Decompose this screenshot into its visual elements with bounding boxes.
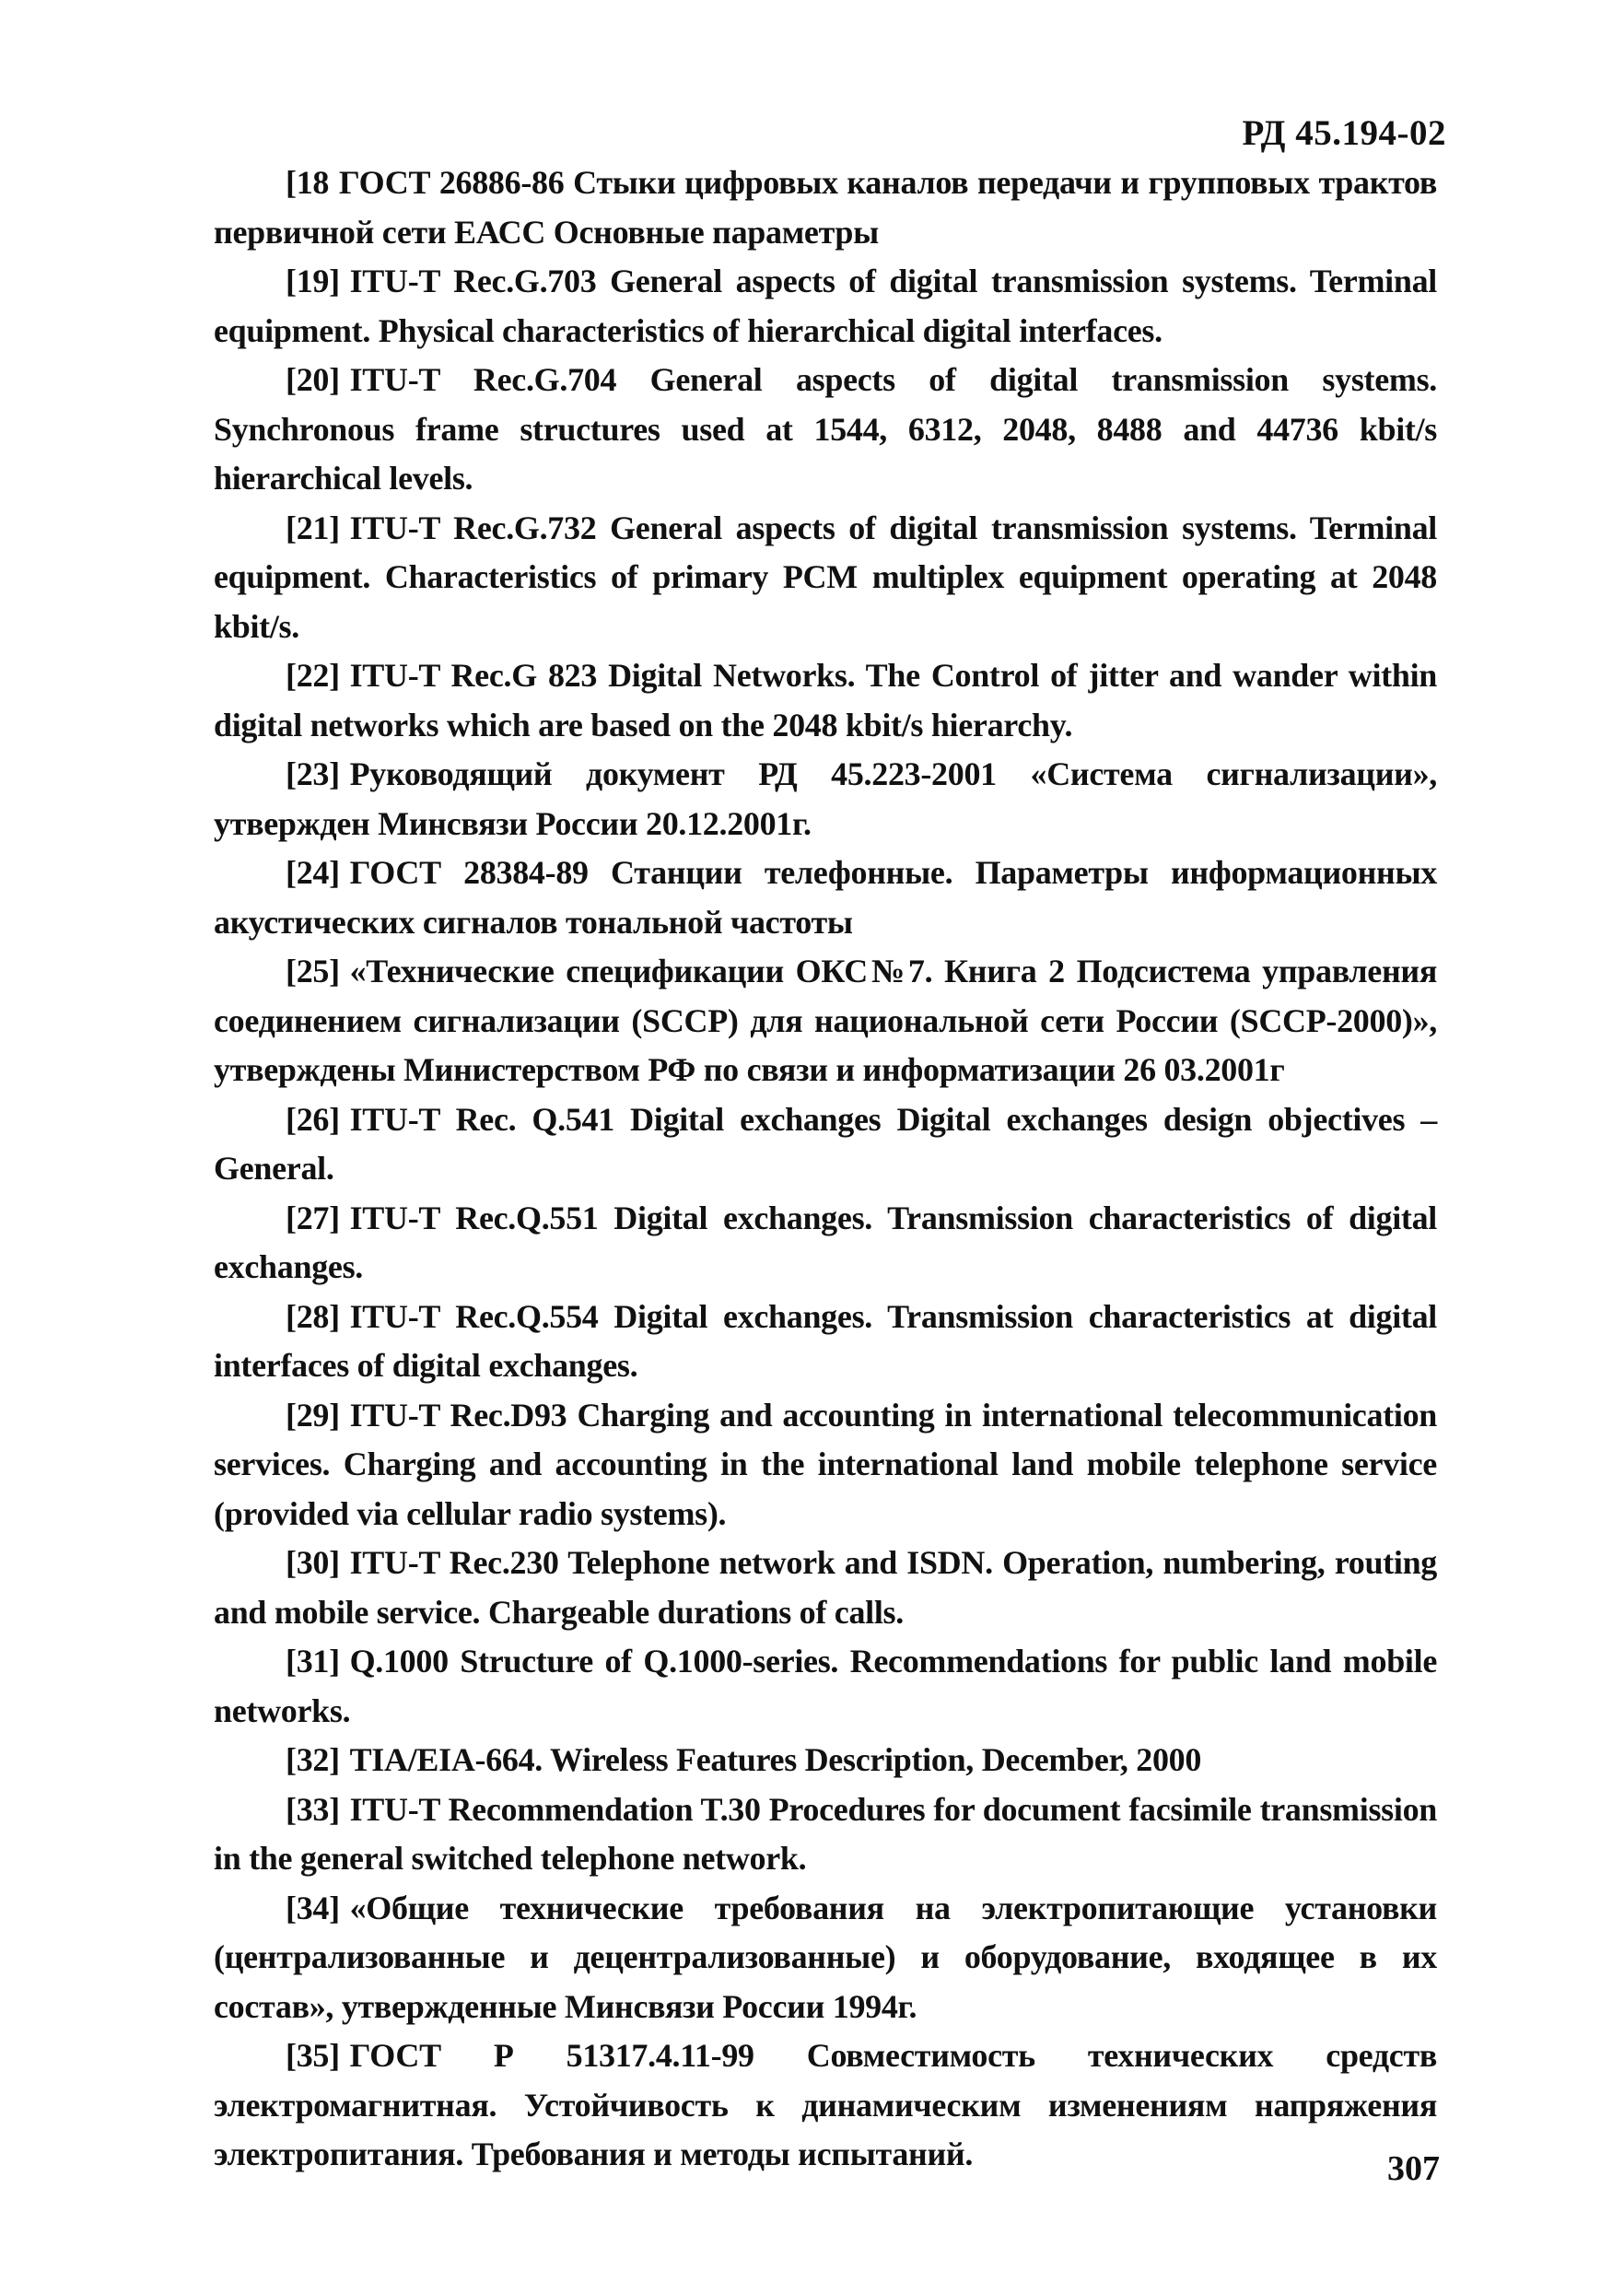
- reference-list: [214, 158, 1437, 2180]
- reference-text: ITU-T Rec.D93 Charging and accounting in international telecommunication services. Charging and accounting in the international land mobile telephone service (provided via cellular radio systems).: [214, 1396, 1437, 1532]
- reference-number: [32]: [286, 1741, 340, 1778]
- reference-item: [214, 1736, 1437, 1785]
- reference-number: [20]: [286, 361, 340, 398]
- reference-text: ITU-T Rec.Q.554 Digital exchanges. Transmission characteristics at digital interfaces of digital exchanges.: [214, 1297, 1437, 1384]
- reference-text: ГОСТ 28384-89 Станции телефонные. Параметры информационных акустических сигналов тональной частоты: [214, 854, 1437, 941]
- reference-text: ITU-T Rec.Q.551 Digital exchanges. Transmission characteristics of digital exchanges.: [214, 1199, 1437, 1285]
- reference-number: [19]: [286, 263, 340, 299]
- reference-text: ITU-T Rec.G 823 Digital Networks. The Control of jitter and wander within digital networks which are based on the 2048 kbit/s hierarchy.: [214, 657, 1437, 743]
- reference-text: ГОСТ 26886-86 Стыки цифровых каналов передачи и групповых трактов первичной сети ЕАСС Основные параметры: [214, 164, 1437, 251]
- reference-number: [25]: [286, 953, 340, 989]
- reference-text: ITU-T Rec. Q.541 Digital exchanges Digital exchanges design objectives – General.: [214, 1100, 1437, 1187]
- reference-item: [214, 158, 1437, 257]
- reference-number: [24]: [286, 854, 340, 891]
- reference-number: [28]: [286, 1297, 340, 1335]
- reference-item: [214, 2031, 1437, 2180]
- reference-item: [214, 1194, 1437, 1293]
- reference-item: [214, 1785, 1437, 1884]
- reference-item: [214, 651, 1437, 750]
- reference-item: [214, 1637, 1437, 1736]
- reference-item: [214, 1095, 1437, 1194]
- reference-item: [214, 1293, 1437, 1391]
- reference-text: «Общие технические требования на электропитающие установки (централизованные и децентрализованные) и оборудование, входящее в их состав», утвержденные Минсвязи России 1994г.: [214, 1889, 1437, 2025]
- reference-number: [26]: [286, 1100, 340, 1138]
- reference-item: [214, 947, 1437, 1095]
- reference-item: [214, 257, 1437, 356]
- reference-number: [29]: [286, 1396, 340, 1434]
- reference-text: «Технические спецификации ОКС№7. Книга 2 Подсистема управления соединением сигнализации (SCCP) для национальной сети России (SCCP-2000)», утверждены Министерством РФ по связи и информатизации 26 03.2001г: [214, 953, 1437, 1088]
- reference-text: TIA/EIA-664. Wireless Features Description, December, 2000: [349, 1741, 1202, 1778]
- reference-item: [214, 849, 1437, 947]
- reference-item: [214, 356, 1437, 504]
- reference-text: ITU-T Recommendation T.30 Procedures for document facsimile transmission in the general switched telephone network.: [214, 1790, 1437, 1877]
- reference-number: [27]: [286, 1199, 340, 1236]
- reference-item: [214, 1539, 1437, 1637]
- reference-text: Руководящий документ РД 45.223-2001 «Система сигнализации», утвержден Минсвязи России 20.12.2001г.: [214, 755, 1437, 842]
- reference-text: Q.1000 Structure of Q.1000-series. Recommendations for public land mobile networks.: [214, 1643, 1437, 1729]
- reference-number: [33]: [286, 1790, 340, 1828]
- reference-number: [30]: [286, 1544, 340, 1581]
- reference-number: [23]: [286, 755, 340, 792]
- document-code-header: РД 45.194-02: [1242, 113, 1446, 153]
- reference-number: [31]: [286, 1643, 340, 1680]
- reference-item: [214, 1884, 1437, 2032]
- reference-item: [214, 1391, 1437, 1539]
- reference-item: [214, 504, 1437, 652]
- reference-number: [18: [286, 164, 330, 201]
- reference-text: ITU-T Rec.G.704 General aspects of digital transmission systems. Synchronous frame structures used at 1544, 6312, 2048, 8488 and 44736 kbit/s hierarchical levels.: [214, 361, 1437, 497]
- reference-number: [21]: [286, 509, 340, 546]
- reference-number: [35]: [286, 2037, 340, 2074]
- page-number: 307: [1387, 2149, 1440, 2188]
- reference-item: [214, 750, 1437, 849]
- reference-text: ГОСТ Р 51317.4.11-99 Совместимость технических средств электромагнитная. Устойчивость к динамическим изменениям напряжения электропитания. Требования и методы испытаний.: [214, 2037, 1437, 2172]
- reference-number: [34]: [286, 1889, 340, 1926]
- reference-text: ITU-T Rec.G.732 General aspects of digital transmission systems. Terminal equipment. Characteristics of primary PCM multiplex equipment operating at 2048 kbit/s.: [214, 509, 1437, 645]
- reference-number: [22]: [286, 657, 340, 694]
- reference-text: ITU-T Rec.230 Telephone network and ISDN. Operation, numbering, routing and mobile service. Chargeable durations of calls.: [214, 1544, 1437, 1631]
- reference-text: ITU-T Rec.G.703 General aspects of digital transmission systems. Terminal equipment. Physical characteristics of hierarchical digital interfaces.: [214, 263, 1437, 349]
